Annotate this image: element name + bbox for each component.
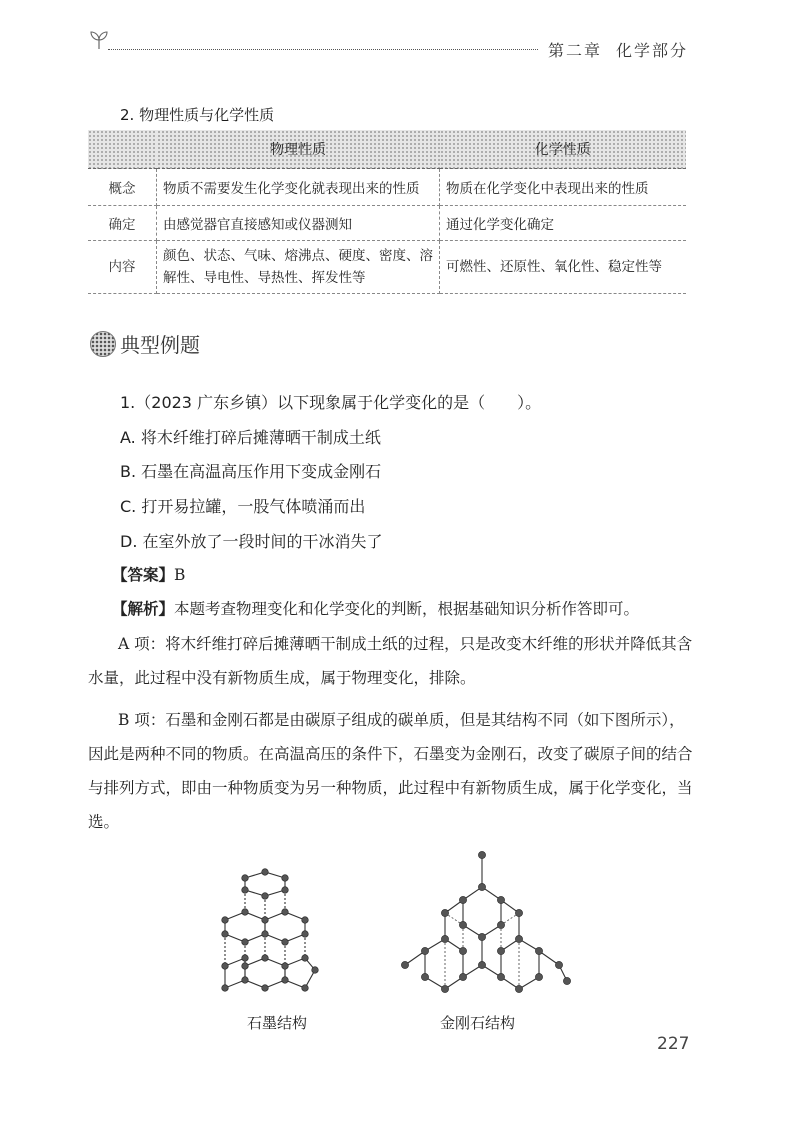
item-b-paragraph xyxy=(88,703,698,839)
part-label: 化学部分 xyxy=(616,41,689,60)
option-d: D. 在室外放了一段时间的干冰消失了 xyxy=(120,532,383,551)
option-c: C. 打开易拉罐，一股气体喷涌而出 xyxy=(120,497,366,516)
analysis-text: 本题考查物理变化和化学变化的判断，根据基础知识分析作答即可。 xyxy=(174,600,640,618)
chemical-cell: 物质在化学变化中表现出来的性质 xyxy=(440,169,687,206)
table-row xyxy=(88,206,686,241)
chemical-cell: 通过化学变化确定 xyxy=(440,206,687,241)
item-a-text: A 项：将木纤维打碎后摊薄晒干制成土纸的过程，只是改变木纤维的形状并降低其含水量，此过程中没有新物质生成，属于物理变化，排除。 xyxy=(88,635,693,687)
physical-cell: 由感觉器官直接感知或仪器测知 xyxy=(157,206,440,241)
graphite-structure-figure xyxy=(205,860,345,1005)
row-label: 确定 xyxy=(88,206,157,241)
item-a-paragraph xyxy=(88,627,698,695)
example-heading: 典型例题 xyxy=(120,333,200,357)
chemical-cell: 可燃性、还原性、氧化性、稳定性等 xyxy=(440,241,687,294)
graphite-caption: 石墨结构 xyxy=(247,1014,308,1032)
table-row xyxy=(88,241,686,294)
answer-label: 【答案】 xyxy=(112,565,175,584)
item-b-text: B 项：石墨和金刚石都是由碳原子组成的碳单质，但是其结构不同（如下图所示），因此是两种不同的物质。在高温高压的条件下，石墨变为金刚石，改变了碳原子间的结合与排列方式，即由一种物质变为另一种物质，此过程中有新物质生成，属于化学变化，当选。 xyxy=(88,711,693,831)
diamond-structure-figure xyxy=(395,845,580,1005)
row-label: 概念 xyxy=(88,169,157,206)
header-divider xyxy=(108,49,538,50)
section-title: 2. 物理性质与化学性质 xyxy=(120,106,275,124)
option-a: A. 将木纤维打碎后摊薄晒干制成土纸 xyxy=(120,428,381,447)
chapter-label: 第二章 xyxy=(548,41,603,60)
table-header-physical: 物理性质 xyxy=(157,130,440,169)
sprout-icon xyxy=(88,30,110,50)
row-label: 内容 xyxy=(88,241,157,294)
physical-cell: 物质不需要发生化学变化就表现出来的性质 xyxy=(157,169,440,206)
physical-cell: 颜色、状态、气味、熔沸点、硬度、密度、溶解性、导电性、导热性、挥发性等 xyxy=(157,241,440,294)
table-header-chemical: 化学性质 xyxy=(440,130,687,169)
table-row xyxy=(88,169,686,206)
analysis-label: 【解析】 xyxy=(112,599,175,618)
answer-value: B xyxy=(174,566,186,584)
diamond-caption: 金刚石结构 xyxy=(440,1014,516,1032)
answer-line xyxy=(112,558,698,592)
table-header-empty xyxy=(88,130,157,169)
dotted-circle-icon xyxy=(90,331,116,357)
analysis-line xyxy=(112,592,698,626)
properties-table xyxy=(88,130,686,294)
option-b: B. 石墨在高温高压作用下变成金刚石 xyxy=(120,462,382,481)
page-number: 227 xyxy=(657,1034,690,1054)
question-text: 1.（2023 广东乡镇）以下现象属于化学变化的是（ ）。 xyxy=(120,393,542,412)
running-header xyxy=(548,38,688,61)
